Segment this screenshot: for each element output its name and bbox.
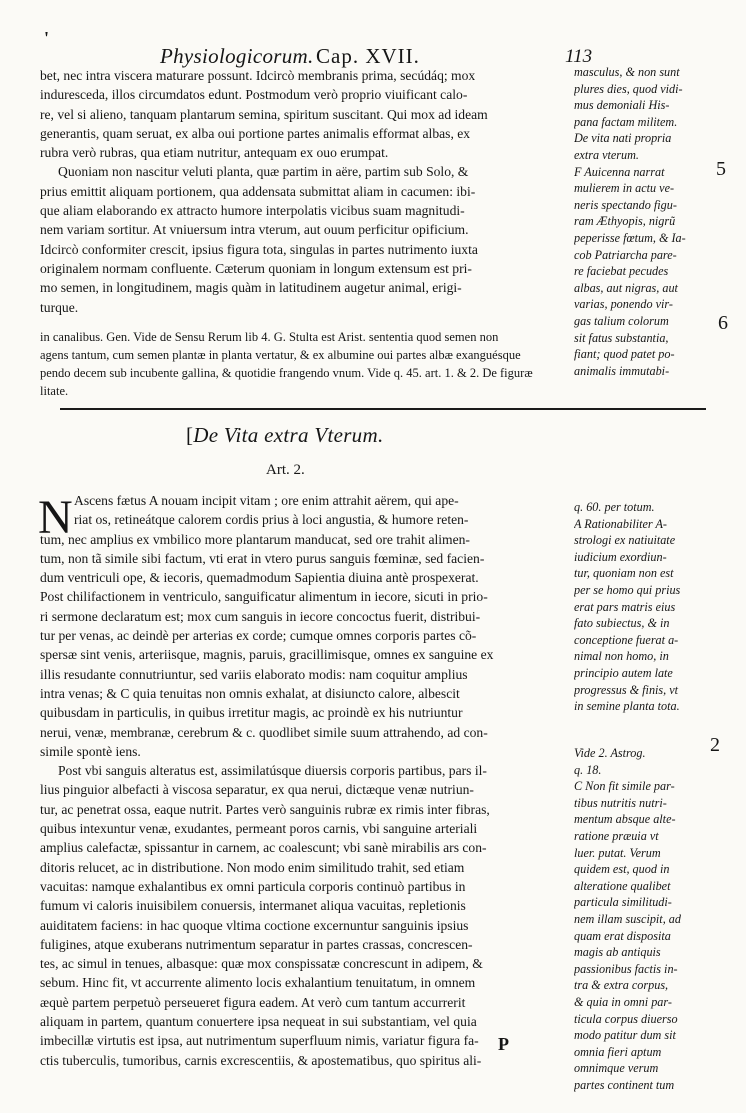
margin-note-line: q. 18. — [574, 762, 602, 777]
text-line: vacuitas: namque exhalantibus ex omni particula corporis continuò partibus in — [40, 878, 466, 894]
margin-note-line: F Auicenna narrat — [574, 164, 665, 179]
text-line: ctis tuberculis, tumoribus, carnis excrescentiis, & apostematibus, quo spiritus ali- — [40, 1052, 482, 1068]
margin-note-line: re faciebat pecudes — [574, 264, 669, 279]
text-line: rubra verò rubras, qua etiam nutritur, antequam ex ouo erumpat. — [40, 145, 389, 161]
margin-note-line: conceptione fuerat a- — [574, 632, 679, 647]
text-line: simile spontè iens. — [40, 743, 141, 759]
margin-note-line: per se homo qui prius — [574, 582, 681, 597]
text-line: que aliam elaborando ex attracto humore interpolatis vicibus suam magnitudi- — [40, 203, 465, 219]
drop-cap: N — [38, 491, 73, 544]
margin-note-line: & quia in omni par- — [574, 994, 672, 1009]
text-line: tur per venas, ac deindè per arterias ex corde; cumque omnes corporis partes cõ- — [40, 628, 477, 644]
text-line: originalem normam confluente. Cæterum quoniam in longum extensum est pri- — [40, 260, 472, 276]
article-label: Art. 2. — [266, 462, 305, 478]
text-line: mo semen, in longitudinem, magis quàm in latitudinem augetur animal, erigi- — [40, 280, 462, 296]
text-line: tum, nec amplius ex vmbilico more plantarum manducat, sed ore trahit alimen- — [40, 531, 470, 547]
text-line: imbecillæ virtutis est ipsa, aut nutrimentum superfluum nimis, variatur figura fa- — [40, 1033, 479, 1049]
section-title — [186, 423, 384, 448]
margin-note-line: q. 60. per totum. — [574, 500, 655, 514]
margin-note-line: fiant; quod patet po- — [574, 347, 675, 362]
margin-note-line: masculus, & non sunt — [574, 65, 680, 79]
footnote-line: litate. — [40, 384, 69, 398]
text-line: bet, nec intra viscera maturare possunt. Idcircò membranis prima, secúdáq; mox — [40, 68, 476, 83]
handwritten-number: 5 — [716, 158, 726, 180]
margin-note-line: alteratione qualibet — [574, 878, 671, 893]
margin-note-line: plures dies, quod vidi- — [574, 81, 683, 96]
text-line: aliquam in partem, quantum conuertere ipsa nequeat in sui substantiam, vel quia — [40, 1014, 477, 1030]
section-title-text: De Vita extra Vterum. — [193, 423, 384, 447]
text-line: æquè partem perpetuò perseueret figura eadem. At verò cum tantum accurrerit — [40, 994, 466, 1010]
text-line: fumum vi caloris inuisibilem conuersis, intermanet aliqua vacuitas, repletionis — [40, 898, 466, 914]
margin-note-line: pana factam militem. — [574, 114, 678, 129]
text-line: intra venas; & C quia tenuitas non omnis exhalat, at disiuncto calore, albescit — [40, 685, 460, 701]
text-line: spersæ sint venis, arteriisque, magnis, paruis, gracillimisque, omnes ex sanguine ex — [40, 647, 494, 663]
margin-note-line: Vide 2. Astrog. — [574, 746, 646, 760]
text-line: turque. — [40, 299, 79, 315]
corner-mark: ' — [44, 28, 50, 48]
running-title: Physiologicorum. — [160, 44, 314, 68]
margin-note-line: neris spectando figu- — [574, 197, 677, 212]
text-line: ditoris relucet, ac in distributione. Non modo enim similitudo trahit, sed etiam — [40, 859, 465, 875]
text-line: sebum. Hinc fit, vt accurrente alimento locis exhalantium tenuitatum, in omnem — [40, 975, 476, 991]
text-line: Post vbi sanguis alteratus est, assimilatúsque diuersis corporis partibus, pars il- — [58, 763, 487, 779]
margin-note-line: nem illam suscipit, ad — [574, 911, 681, 926]
margin-note-line: varias, ponendo vir- — [574, 297, 673, 312]
margin-note-line: progressus & finis, vt — [574, 682, 679, 697]
margin-note-line: C Non fit simile par- — [574, 779, 675, 794]
margin-note-line: mentum absque alte- — [574, 812, 676, 827]
margin-note-line: tra & extra corpus, — [574, 978, 669, 993]
text-line: Idcircò conformiter crescit, ipsius figura tota, singulas in partes nutrimento iuxta — [40, 241, 478, 257]
handwritten-number: 2 — [710, 734, 720, 756]
margin-note-line: quam erat disposita — [574, 928, 671, 943]
margin-note-line: modo patitur dum sit — [574, 1028, 676, 1043]
margin-note-line: tibus nutritis nutri- — [574, 795, 667, 810]
signature-mark: P — [498, 1034, 509, 1054]
margin-note-line: ratione præuia vt — [574, 828, 659, 843]
margin-note-line: strologi ex natiuitate — [574, 533, 676, 548]
margin-note-line: tur, quoniam non est — [574, 566, 674, 581]
margin-note-line: ticula corpus diuerso — [574, 1011, 678, 1026]
margin-note-line: ram Æthyopis, nigrũ — [574, 214, 676, 229]
footnote-line: in canalibus. Gen. Vide de Sensu Rerum lib 4. G. Stulta est Arist. sententia quod semen non — [40, 330, 499, 344]
margin-note-line: erat pars matris eius — [574, 599, 676, 614]
section-divider — [60, 408, 706, 410]
text-line: tes, ac simul in tenues, albasque: quæ mox conspissatæ concrescunt in adipem, & — [40, 956, 483, 972]
margin-note-line: peperisse fœtum, & Ia- — [574, 230, 686, 245]
text-line: Ascens fætus A nouam incipit vitam ; ore enim attrahit aërem, qui ape- — [74, 493, 459, 508]
text-line: dum ventriculi ope, & iecoris, quemadmodum Sapientia diuina antè prospexerat. — [40, 570, 479, 586]
text-line: riat os, retineátque calorem cordis prius à loci angustia, & humore reten- — [74, 512, 469, 528]
text-line: induresceda, illos circumdatos edunt. Postmodum verò proprio viuificant calo- — [40, 87, 468, 103]
margin-note-line: mus demoniali His- — [574, 98, 670, 113]
margin-note-line: extra vterum. — [574, 147, 639, 162]
text-line: auiditatem faciens: in hac quoque vltima coctione excernuntur sanguinis ipsius — [40, 917, 469, 933]
margin-note-line: quidem est, quod in — [574, 862, 670, 877]
margin-note-line: omnimque verum — [574, 1061, 659, 1076]
margin-note-line: cob Patriarcha pare- — [574, 247, 677, 262]
margin-note-line: mulierem in actu ve- — [574, 181, 675, 196]
margin-note-line: magis ab antiquis — [574, 945, 661, 960]
text-line: fuligines, atque exuberans nutrimentum separatur in partes crassas, concrescen- — [40, 936, 473, 952]
body-margin-notes-a — [574, 499, 702, 715]
margin-note-line: iudicium exordiun- — [574, 549, 667, 564]
text-line: nem variam sortitur. At vniuersum intra vterum, aut ouum perficitur opificium. — [40, 222, 469, 238]
page-number: 113 — [565, 46, 593, 67]
margin-note-line: animalis immutabi- — [574, 363, 670, 378]
margin-note-line: gas talium colorum — [574, 313, 669, 328]
text-line: generantis, quam seruat, ex alba oui portione partes animalis efformat albas, ex — [40, 125, 471, 141]
footnote-block — [40, 328, 566, 400]
chapter-heading: Cap. XVII. — [316, 44, 420, 68]
text-line: Quoniam non nascitur veluti planta, quæ partim in aëre, partim sub Solo, & — [58, 164, 469, 180]
margin-note-line: sit fatus substantia, — [574, 330, 669, 345]
margin-note-line: omnia fieri aptum — [574, 1044, 662, 1059]
margin-note-line: partes continent tum — [574, 1077, 675, 1092]
margin-note-line: albas, aut nigras, aut — [574, 280, 678, 295]
footnote-line: pendo decem sub incubente gallina, & quotidie frangendo vnum. Vide q. 45. art. 1. & 2. De figuræ — [40, 366, 533, 380]
top-margin-notes — [574, 64, 702, 379]
body-margin-notes-b — [574, 745, 702, 1093]
margin-note-line: passionibus factis in- — [574, 961, 678, 976]
text-line: nerui, venæ, membranæ, cerebrum & c. quodlibet simile suum attrahendo, ad con- — [40, 724, 488, 740]
text-line: lius pinguior albefacti à viscosa separatur, ex qua nerui, dictæque venæ nutriun- — [40, 782, 474, 798]
text-line: quibus intexuntur venæ, exudantes, permeant poros carnis, vbi sanguine arteriali — [40, 821, 478, 837]
text-line: quibusdam in particulis, in quibus irretitur magis, ac proindè ex his nutriuntur — [40, 705, 463, 721]
margin-note-line: luer. putat. Verum — [574, 845, 661, 860]
margin-note-line: De vita nati propria — [574, 131, 672, 146]
margin-note-line: nimal non homo, in — [574, 649, 669, 664]
text-line: Post chilifactionem in ventriculo, sanguificatur alimentum in iecore, sicuti in prio- — [40, 589, 488, 605]
body-text-block — [40, 491, 566, 1070]
text-line: prius emittit aliquam portionem, qua addensata submittat aliam in cacumen: ibi- — [40, 183, 476, 199]
top-text-block — [40, 66, 566, 317]
text-line: amplius calefactæ, spissantur in carnem, ac coalescunt; vbi sanè mirabilis ars con- — [40, 840, 487, 856]
margin-note-line: principio autem late — [574, 665, 673, 680]
bracket-left: [ — [186, 423, 194, 447]
margin-note-line: fato subiectus, & in — [574, 616, 670, 631]
text-line: tur, ac penetrat ossa, eaque nutrit. Partes verò sanguinis rubræ ex rimis inter fibras, — [40, 801, 490, 817]
handwritten-number: 6 — [718, 312, 728, 334]
text-line: illis resudante connutriuntur, sed variis elaborato modis: nam coquitur amplius — [40, 666, 468, 682]
footnote-line: agens tantum, cum semen plantæ in planta vertatur, & ex albumine oui partes albæ exanguésque — [40, 348, 521, 362]
text-line: tum, non tã simile sibi factum, vti erat in vtero purus sanguis fœminæ, sed facien- — [40, 550, 485, 566]
text-line: re, vel si alieno, tanquam plantarum semina, spiritum suscitant. Qui mox ad ideam — [40, 106, 488, 122]
margin-note-line: A Rationabiliter A- — [574, 516, 667, 531]
text-line: ri sermone declaratum est; mox cum sanguis in iecore concoctus fuerit, distribui- — [40, 608, 481, 624]
margin-note-line: particula similitudi- — [574, 895, 672, 910]
margin-note-line: in semine planta tota. — [574, 699, 680, 714]
